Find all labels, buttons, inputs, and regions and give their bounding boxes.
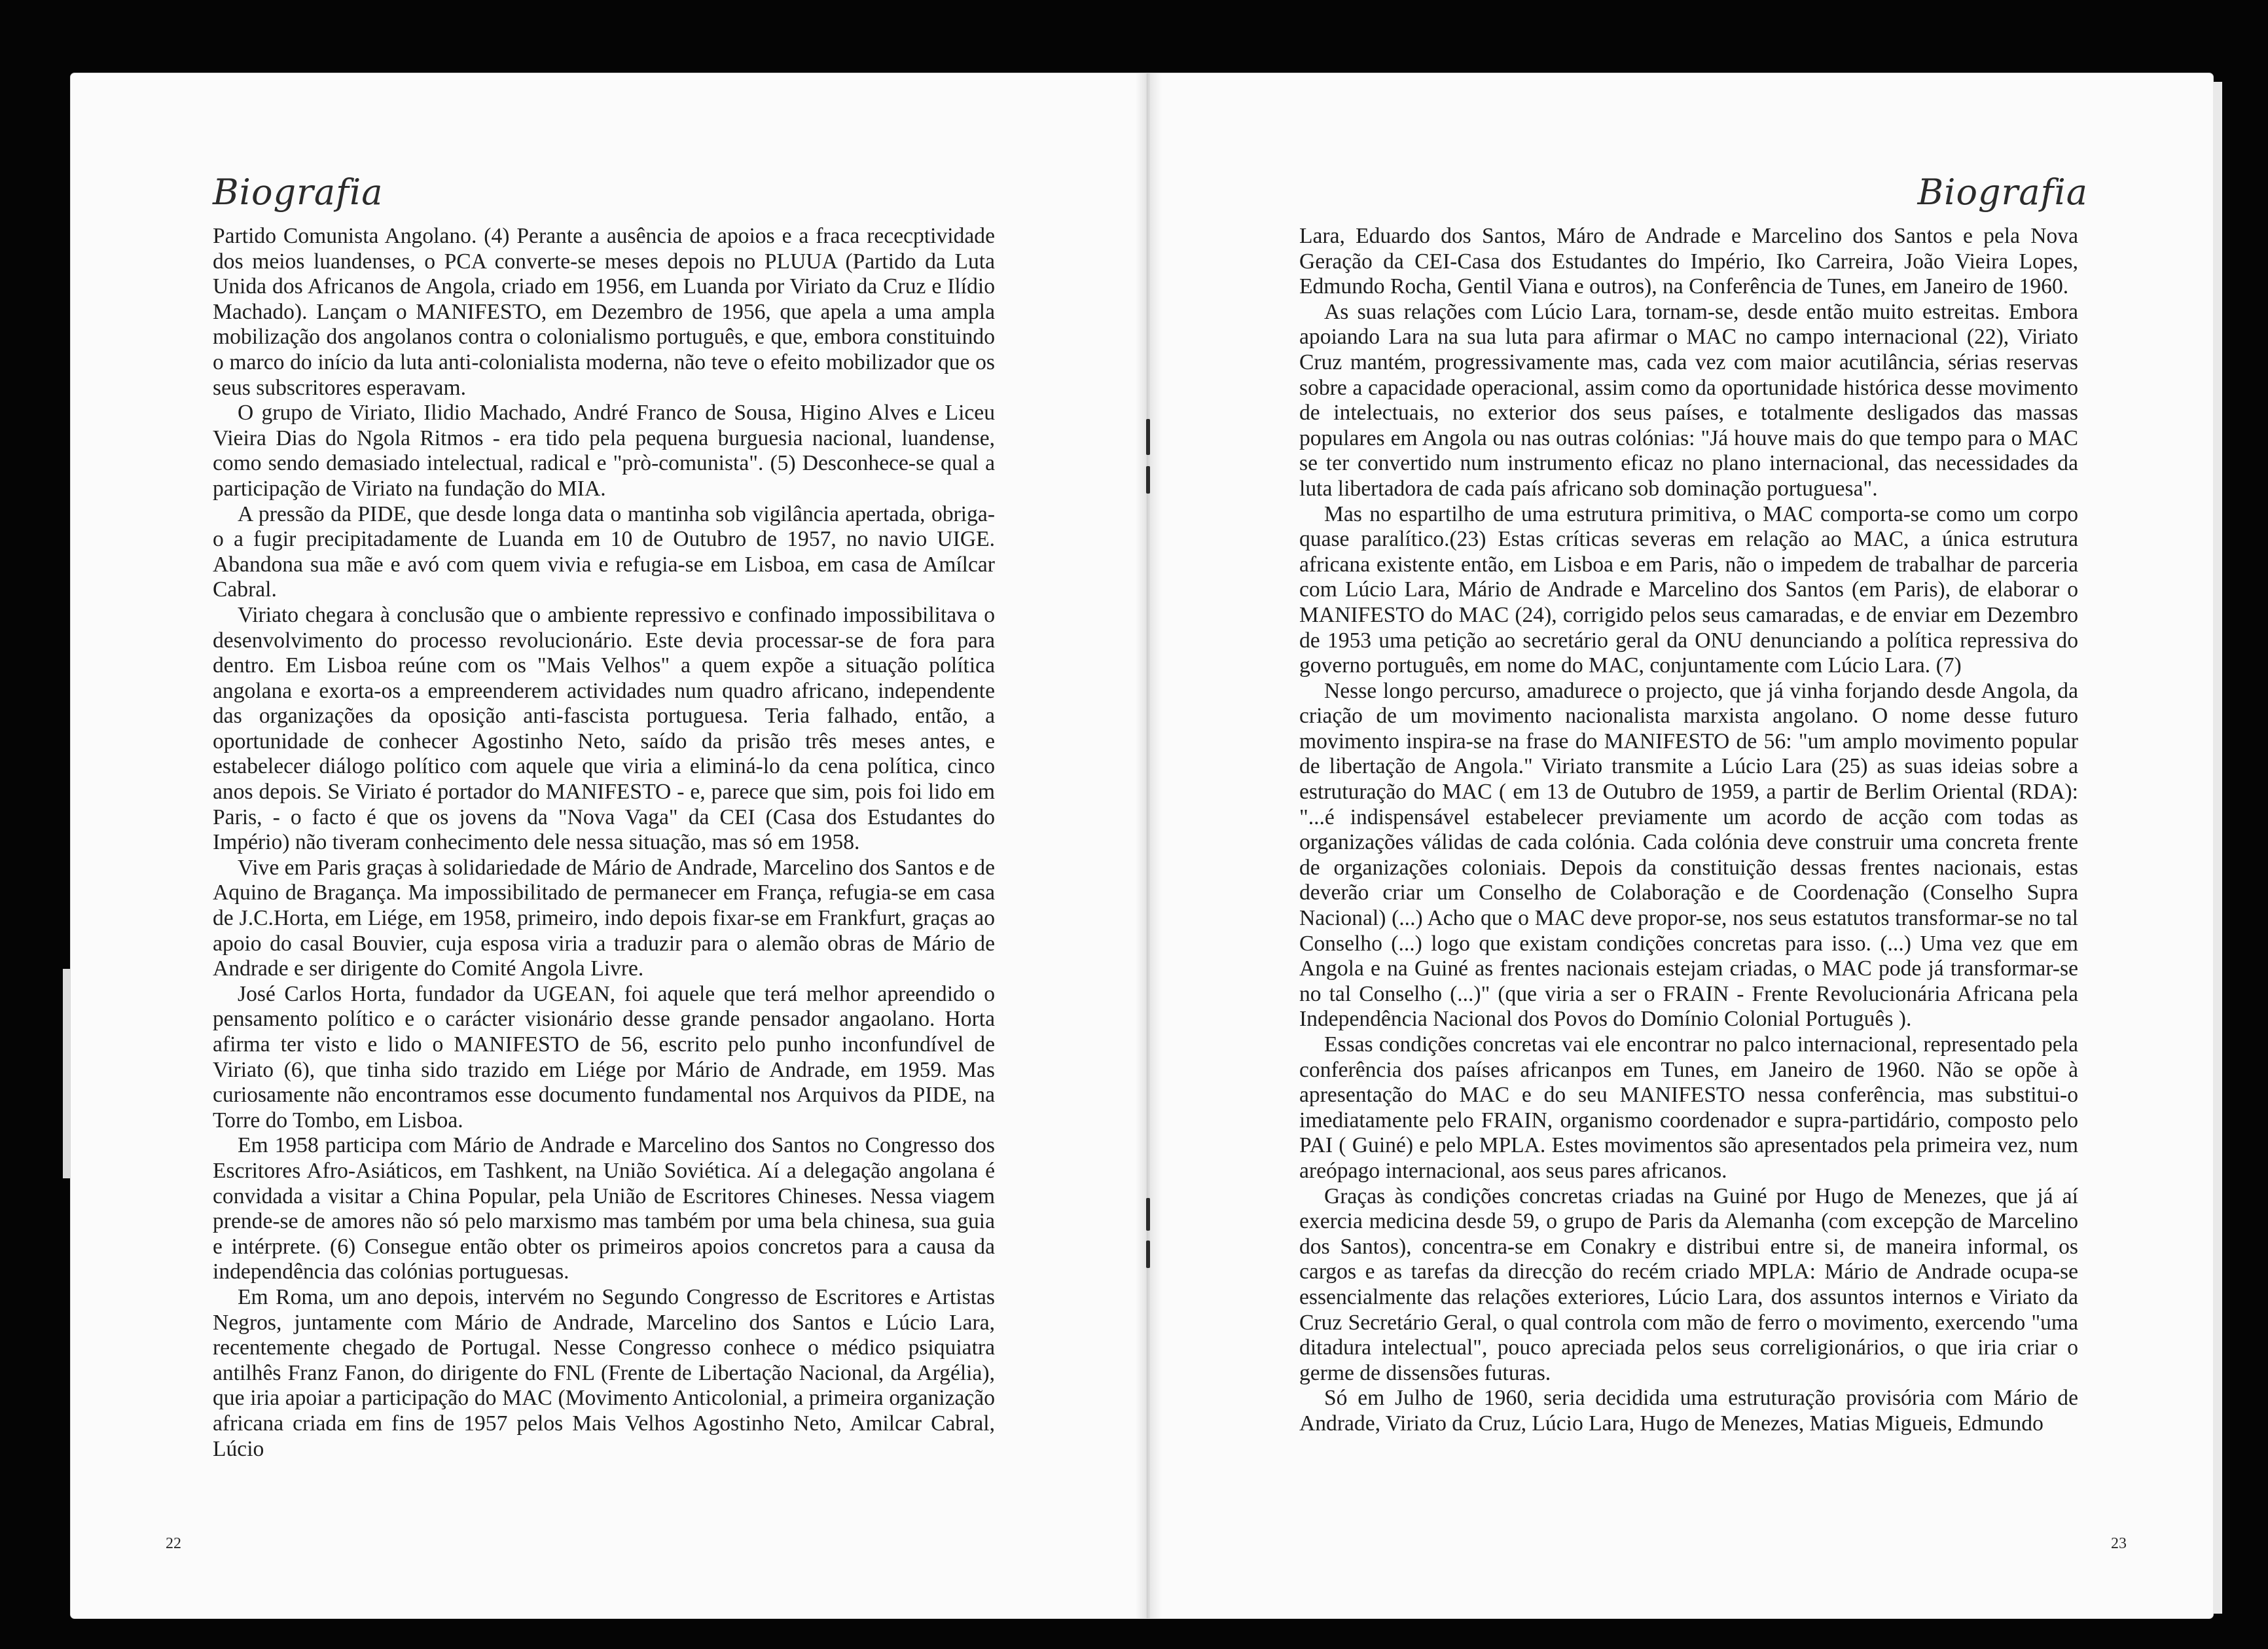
paragraph: Lara, Eduardo dos Santos, Máro de Andrade e Marcelino dos Santos e pela Nova Geração da CEI-Casa dos Estudantes do Império, Iko Carreira, João Vieira Lopes, Edmundo Rocha, Gentil Viana e outros), na Conferência de Tunes, em Janeiro de 1960. [1299, 224, 2078, 299]
paragraph: Essas condições concretas vai ele encontrar no palco internacional, representado pela conferência dos países africanpos em Tunes, em Janeiro de 1960. Não se opõe à apresentação do MAC e do seu MANIFESTO nessa conferência, mas substitui-o imediatamente pelo FRAIN, organismo coordenador e supra-partidário, composto pelo PAI ( Guiné) e pelo MPLA. Estes movimentos são apresentados pela primeira vez, num areópago internacional, aos seus pares africanos. [1299, 1032, 2078, 1183]
right-running-header: Biografia [1917, 172, 2088, 213]
paragraph: A pressão da PIDE, que desde longa data o mantinha sob vigilância apertada, obriga-o a fugir precipitadamente de Luanda em 10 de Outubro de 1957, no navio UIGE. Abandona sua mãe e avó com quem vivia e refugia-se em Lisboa, em casa de Amílcar Cabral. [213, 501, 995, 602]
paragraph: Em Roma, um ano depois, intervém no Segundo Congresso de Escritores e Artistas Negros, juntamente com Mário de Andrade, Marcelino dos Santos e Lúcio Lara, recentemente chegado de Portugal. Nesse Congresso conhece o médico psiquiatra antilhês Franz Fanon, do dirigente do FNL (Frente de Libertação Nacional, da Argélia), que iria apoiar a participação do MAC (Movimento Anticolonial, a primeira organização africana criada em fins de 1957 pelos Mais Velhos Agostinho Neto, Amilcar Cabral, Lúcio [213, 1284, 995, 1461]
paragraph: Viriato chegara à conclusão que o ambiente repressivo e confinado impossibilitava o desenvolvimento do processo revolucionário. Este devia processar-se de fora para dentro. Em Lisboa reúne com os "Mais Velhos" a quem expõe a situação política angolana e exorta-os a empreenderem actividades num quadro africano, independente das organizações da oposição anti-fascista portuguesa. Teria falhado, então, a oportunidade de conhecer Agostinho Neto, saído da prisão três meses antes, e estabelecer diálogo político com aquele que viria a eliminá-lo da cena política, cinco anos depois. Se Viriato é portador do MANIFESTO - e, parece que sim, pois foi lido em Paris, - o facto é que os jovens da "Nova Vaga" da CEI (Casa dos Estudantes do Império) não tiveram conhecimento dele nessa situação, mas só em 1958. [213, 602, 995, 855]
paragraph: José Carlos Horta, fundador da UGEAN, foi aquele que terá melhor apreendido o pensamento político e o carácter visionário desse grande pensador angaolano. Horta afirma ter visto e lido o MANIFESTO de 56, escrito pelo punho inconfundível de Viriato (6), que tinha sido trazido em Liége por Mário de Andrade, em 1959. Mas curiosamente não encontramos esse documento fundamental nos Arquivos da PIDE, na Torre do Tombo, em Lisboa. [213, 981, 995, 1133]
paragraph: Vive em Paris graças à solidariedade de Mário de Andrade, Marcelino dos Santos e de Aquino de Bragança. Ma impossibilitado de permanecer em França, refugia-se em casa de J.C.Horta, em Liége, em 1958, primeiro, indo depois fixar-se em Frankfurt, graças ao apoio do casal Bouvier, cuja esposa viria a traduzir para o alemão obras de Mário de Andrade e ser dirigente do Comité Angola Livre. [213, 855, 995, 981]
left-running-header: Biografia [213, 172, 384, 213]
paragraph: Nesse longo percurso, amadurece o projecto, que já vinha forjando desde Angola, da criação de um movimento nacionalista marxista angolano. O nome desse futuro movimento inspira-se na frase do MANIFESTO de 56: "um amplo movimento popular de libertação de Angola." Viriato transmite a Lúcio Lara (25) as suas ideias sobre a estruturação do MAC ( em 13 de Outubro de 1959, a partir de Berlim Oriental (RDA): "...é indispensável estabelecer previamente um acordo de acção com todas as organizações válidas de cada colónia. Cada colónia deve construir uma concreta frente de organizações coloniais. Depois da constituição dessas frentes nacionais, estas deverão criar um Conselho de Colaboração e de Coordenação (Conselho Supra Nacional) (...) Acho que o MAC deve propor-se, nos seus estatutos transformar-se no tal Conselho (...) logo que existam condições concretas para isso. (...) Uma vez que em Angola e na Guiné as frentes nacionais estejam criadas, o MAC pode já transformar-se no tal Conselho (...)" (que viria a ser o FRAIN - Frente Revolucionária Africana pela Independência Nacional dos Povos do Domínio Colonial Português ). [1299, 678, 2078, 1032]
paragraph: Mas no espartilho de uma estrutura primitiva, o MAC comporta-se como um corpo quase paralítico.(23) Estas críticas severas em relação ao MAC, a única estrutura africana existente então, em Lisboa e em Paris, não o impedem de trabalhar de parceria com Lúcio Lara, Mário de Andrade e Marcelino dos Santos (em Paris), de elaborar o MANIFESTO do MAC (24), corrigido pelos seus camaradas, e de enviar em Dezembro de 1953 uma petição ao secretário geral da ONU denunciando a política repressiva do governo português, em nome do MAC, conjuntamente com Lúcio Lara. (7) [1299, 501, 2078, 678]
paragraph: Só em Julho de 1960, seria decidida uma estruturação provisória com Mário de Andrade, Viriato da Cruz, Lúcio Lara, Hugo de Menezes, Matias Migueis, Edmundo [1299, 1386, 2078, 1436]
paragraph: O grupo de Viriato, Ilidio Machado, André Franco de Sousa, Higino Alves e Liceu Vieira Dias do Ngola Ritmos - era tido pela pequena burguesia nacional, luandense, como sendo demasiado intelectual, radical e "prò-comunista". (5) Desconhece-se qual a participação de Viriato na fundação do MIA. [213, 401, 995, 501]
left-page-number: 22 [166, 1535, 181, 1552]
right-text-column [1299, 224, 2078, 1437]
paragraph: Graças às condições concretas criadas na Guiné por Hugo de Menezes, que já aí exercia medicina desde 59, o grupo de Paris da Alemanha (com excepção de Marcelino dos Santos), concentra-se em Conakry e distribui entre si, de maneira informal, os cargos e as tarefas da direcção do recém criado MPLA: Mário de Andrade ocupa-se essencialmente das relações exteriores, Lúcio Lara, dos assuntos internos e Viriato da Cruz Secretário Geral, o qual controla com mão de ferro o movimento, exercendo "uma ditadura intelectual", pouco apreciada pelos seus correligionários, o que iria criar o germe de dissensões futuras. [1299, 1184, 2078, 1385]
staple-top-lower [1146, 466, 1150, 494]
staple-bottom-upper [1146, 1198, 1150, 1231]
paragraph: Partido Comunista Angolano. (4) Perante a ausência de apoios e a fraca rececptividade dos meios luandenses, o PCA converte-se meses depois no PLUUA (Partido da Luta Unida dos Africanos de Angola, criado em 1956, em Luanda por Viriato da Cruz e Ilídio Machado). Lançam o MANIFESTO, em Dezembro de 1956, que apela a uma ampla mobilização dos angolanos contra o colonialismo português, e que, embora constituindo o marco do início da luta anti-colonialista moderna, não teve o efeito mobilizador que os seus subscritores esperavam. [213, 224, 995, 400]
right-page-number: 23 [2111, 1535, 2127, 1552]
right-page-edge [2213, 82, 2222, 1614]
paragraph: As suas relações com Lúcio Lara, tornam-se, desde então muito estreitas. Embora apoiando Lara na sua luta para afirmar o MAC no campo internacional (22), Viriato Cruz mantém, progressivamente mas, cada vez com maior acutilância, sérias reservas sobre a capacidade operacional, assim como da oportunidade histórica desse movimento de intelectuais, no exterior dos seus países, e totalmente desligados das massas populares em Angola ou nas outras colónias: "Já houve mais do que tempo para o MAC se ter convertido num instrumento eficaz no plano internacional, das necessidades da luta libertadora de cada país africano sob dominação portuguesa". [1299, 299, 2078, 501]
paragraph: Em 1958 participa com Mário de Andrade e Marcelino dos Santos no Congresso dos Escritores Afro-Asiáticos, em Tashkent, na União Soviética. Aí a delegação angolana é convidada a visitar a China Popular, pela União de Escritores Chineses. Nessa viagem prende-se de amores não só pelo marxismo mas também por uma bela chinesa, sua guia e intérprete. (6) Consegue então obter os primeiros apoios concretos para a causa da independência das colónias portuguesas. [213, 1133, 995, 1284]
left-text-column [213, 224, 995, 1462]
staple-bottom-lower [1146, 1241, 1150, 1268]
staple-top-upper [1146, 419, 1150, 455]
